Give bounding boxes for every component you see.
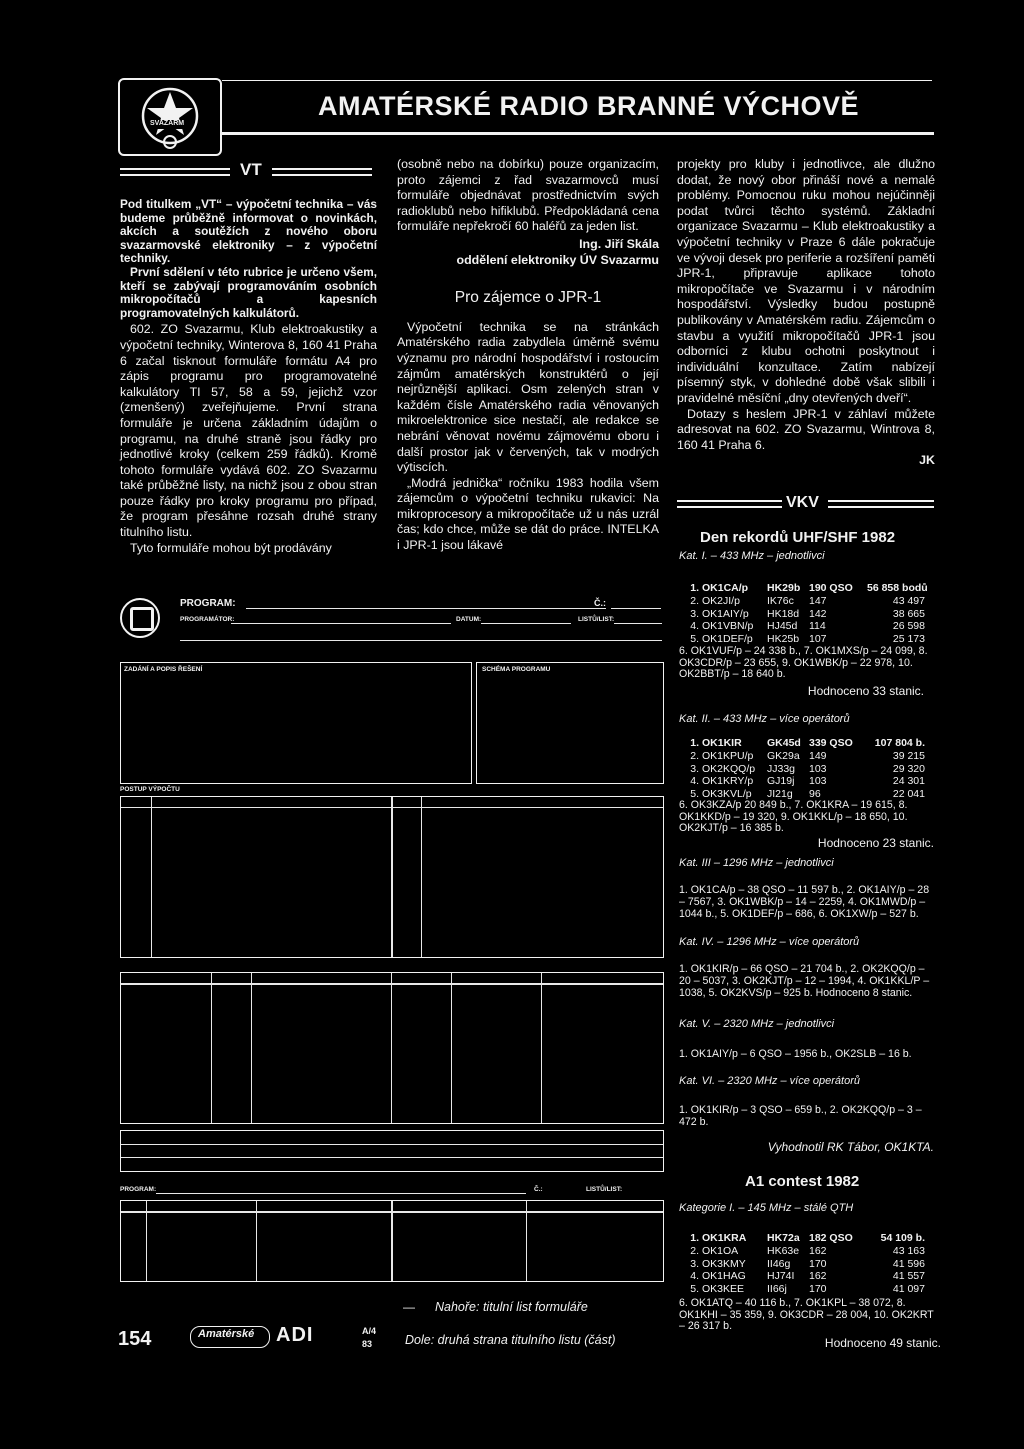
form-grid [256, 1201, 257, 1281]
jpr-column-cont [677, 157, 935, 469]
result-cell: 3. [690, 607, 699, 620]
footer-issue: A/4 [362, 1326, 377, 1336]
col2-para1: (osobně nebo na dobírku) pouze organizacím, proto zájemci z řad svazarmovců musí formuláře objednávat prostřednictvím svých radioklubů nebo hifiklubů. Předpokládaná cena formuláře nepřekročí 60 haléřů za jeden list. [397, 157, 659, 234]
result-cell: 170 [809, 1257, 827, 1270]
form-grid [121, 983, 663, 985]
vt-rule-left2 [120, 174, 230, 176]
result-cell: 170 [809, 1283, 827, 1296]
result-cell: 5. [690, 788, 699, 801]
result-cell: HK29b [767, 582, 801, 594]
result-row [677, 1258, 925, 1271]
svazarm-emblem-icon [120, 80, 220, 154]
result-row [677, 750, 925, 763]
result-cell: HJ45d [767, 620, 798, 633]
form-program-label: PROGRAM: [180, 598, 236, 609]
result-cell: 4. [690, 620, 699, 633]
result-cell: 5. [690, 633, 699, 646]
result-cell: 142 [809, 607, 827, 620]
footer-brand-mid: ADI [276, 1324, 314, 1346]
result-cell: JI21g [767, 788, 793, 801]
result-cell: 29 320 [892, 762, 925, 775]
form-grid [251, 973, 252, 1123]
form-steps-table [120, 1200, 664, 1282]
form-schema-box [476, 662, 664, 784]
result-cell: 1. [690, 1232, 699, 1244]
a1-rest: 6. OK1ATQ – 40 116 b., 7. OK1KPL – 38 072, 8. OK1KHI – 35 359, 9. OK3CDR – 28 004, 10. OK2KRT – 26 317 b. [679, 1297, 934, 1333]
vt-column [120, 198, 377, 556]
form-grid [146, 1201, 147, 1281]
logo-text: SVAZARM [150, 120, 185, 127]
vkv-cat2-rest: 6. OK3KZA/p 20 849 b., 7. OK1KRA – 19 615, 8. OK1KKD/p – 19 320, 9. OK1KKL/p – 18 650, 10. OK2KJT/p – 16 385 b. [679, 799, 908, 835]
form-listu2-label: LISTŮ/LIST: [586, 1186, 623, 1193]
form-grid [121, 1144, 663, 1145]
result-cell: OK2KQQ/p [702, 762, 756, 775]
vt-heading: VT [240, 160, 262, 179]
result-cell: OK3KVL/p [702, 788, 752, 801]
result-cell: OK1KIR [702, 737, 742, 749]
result-cell: 4. [690, 1270, 699, 1283]
vkv-cat3-text: 1. OK1CA/p – 38 QSO – 11 597 b., 2. OK1AIY/p – 28 – 7567, 3. OK1WBK/p – 14 – 2259, 4. OK1MWD/p – 1044 b., 5. OK1DEF/p – 686, 6. OK1XW/p – 527 b. [679, 884, 930, 921]
result-cell: 5. [690, 1283, 699, 1296]
a1-cat: Kategorie I. – 145 MHz – stálé QTH [679, 1202, 854, 1214]
vkv-cat1-table [677, 582, 928, 646]
result-cell: IK76c [767, 594, 794, 607]
vkv-cat5: Kat. V. – 2320 MHz – jednotlivci [679, 1018, 835, 1030]
form-cislo-label: Č.: [594, 598, 606, 608]
result-cell: 149 [809, 749, 827, 762]
result-cell: 24 301 [892, 775, 925, 788]
result-cell: 103 [809, 762, 827, 775]
form-grid [421, 797, 422, 957]
result-cell: HK25b [767, 633, 800, 646]
result-cell: 3. [690, 1257, 699, 1270]
vt-intro1: Pod titulkem „VT“ – výpočetní technika – vás budeme průběžně informovat o novinkách, akcích a soutěžích z nového oboru svazarmovské elektroniky – z výpočetní techniky. [120, 197, 377, 266]
vt-rule-right [272, 168, 372, 170]
result-cell: 107 804 b. [874, 737, 925, 749]
vkv-evaluator: Vyhodnotil RK Tábor, OK1KTA. [767, 1140, 934, 1154]
form-line [180, 640, 662, 641]
result-cell: 4. [690, 775, 699, 788]
a1-title: A1 contest 1982 [745, 1173, 860, 1190]
vkv-heading: VKV [786, 494, 819, 511]
form-listu-label: LISTŮ/LIST: [578, 616, 615, 623]
result-cell: 339 QSO [809, 737, 853, 749]
col2-signature-name: Ing. Jiří Skála [579, 236, 659, 251]
form-program2-label: PROGRAM: [120, 1186, 157, 1193]
vkv-cat1-eval: Hodnoceno 33 stanic. [807, 684, 924, 698]
result-cell: 1. [690, 582, 699, 594]
result-cell: OK2JI/p [702, 594, 740, 607]
svazarm-logo [118, 78, 222, 156]
col2-signature-dept: oddělení elektroniky ÚV Svazarmu [456, 252, 659, 267]
result-cell: HK72a [767, 1232, 800, 1244]
vt-body2: Tyto formuláře mohou být prodávány [130, 540, 332, 555]
form-grid [391, 797, 393, 957]
vt-rule-right2 [272, 174, 372, 176]
result-cell: 162 [809, 1244, 827, 1257]
vkv-rule-right [828, 500, 934, 502]
jpr-heading: Pro zájemce o JPR-1 [454, 289, 602, 307]
form-grid [451, 973, 452, 1123]
result-cell: JJ33g [767, 762, 796, 775]
col3-para1: projekty pro kluby i jednotlivce, ale dlužno dodat, že nový obor přináší nové a nemalé problémy. Pomocnou ruku mohou nejúčinněji podat tvůrci těchto systémů. Základní organizace Svazarmu – Klub elektroakustiky a výpočetní techniky v Praze 6 dále pokračuje ve vývoji desek pro periferie a rozšíření paměti JPR-1, připravuje aplikace tohoto mikropočítače ve Svazarmu i v národním hospodářství. Výsledky budou postupně publikovány v Amatérském radiu. Zájemcům o stavbu a využití mikropočítačů JPR-1 jsou odborníci z klubu ochotni poskytnout i individuální konzultace. Zatím nabízejí písemný styk, v dohledné době však slibili i pravidelné měsíční „dny otevřených dveří“. [677, 157, 935, 405]
form-logo-icon [120, 598, 160, 638]
result-cell: 107 [809, 633, 827, 646]
vkv-rule-left2 [677, 506, 782, 508]
form-cislo2-label: Č.: [534, 1186, 543, 1193]
result-cell: OK1OA [702, 1244, 739, 1257]
result-cell: 182 QSO [809, 1232, 853, 1244]
result-cell: GK45d [767, 737, 801, 749]
result-cell: OK3KEE [702, 1283, 745, 1296]
form-schema-label: SCHÉMA PROGRAMU [482, 666, 551, 673]
result-row [677, 1232, 925, 1245]
result-cell: GK29a [767, 749, 800, 762]
result-cell: 39 215 [892, 749, 925, 762]
vkv-cat1-rest: 6. OK1VUF/p – 24 338 b., 7. OK1MXS/p – 24 099, 8. OK3CDR/p – 23 655, 9. OK1WBK/p – 22 978, 10. OK2BBT/p – 18 640 b. [679, 645, 928, 681]
page-number: 154 [118, 1328, 152, 1350]
result-cell: OK1KRY/p [702, 775, 754, 788]
footer-year: 83 [362, 1339, 373, 1349]
result-cell: 96 [809, 788, 821, 801]
result-cell: 162 [809, 1270, 827, 1283]
result-cell: HK18d [767, 607, 800, 620]
vkv-cat2: Kat. II. – 433 MHz – více operátorů [679, 713, 850, 725]
form-image [116, 590, 666, 1290]
result-cell: 2. [690, 1244, 699, 1257]
jpr-column [397, 157, 659, 554]
vkv-rule-right2 [828, 506, 934, 508]
result-cell: 2. [690, 594, 699, 607]
form-grid [541, 973, 542, 1123]
form-grid [151, 797, 152, 957]
form-grid [121, 1157, 663, 1158]
header-rule-top [222, 80, 932, 81]
vkv-cat6: Kat. VI. – 2320 MHz – více operátorů [679, 1075, 860, 1087]
form-grid [526, 1201, 527, 1281]
form-zadani-box [120, 662, 472, 784]
result-cell: 56 858 bodů [867, 582, 928, 594]
result-cell: 103 [809, 775, 827, 788]
vkv-cat1: Kat. I. – 433 MHz – jednotlivci [679, 550, 825, 562]
caption-dash: — [403, 1300, 415, 1314]
vkv-title: Den rekordů UHF/SHF 1982 [700, 529, 896, 546]
footer-brand-left-text: Amatérské [198, 1328, 255, 1340]
result-cell: 25 173 [892, 633, 925, 646]
form-line [246, 608, 606, 609]
result-cell: OK1AIY/p [702, 607, 749, 620]
vkv-cat2-eval: Hodnoceno 23 stanic. [817, 836, 934, 850]
result-cell: HJ74I [767, 1270, 795, 1283]
vkv-cat5-text: 1. OK1AIY/p – 6 QSO – 1956 b., OK2SLB – 16 b. [679, 1048, 912, 1060]
vt-intro2: První sdělení v této rubrice je určeno všem, kteří se zabývají programováním osobních mikropočítačů a kapesních programovatelných kalkulátorů. [120, 264, 377, 320]
col2-para3: „Modrá jednička“ ročníku 1983 hodila všem zájemcům o výpočetní techniku rukavici: Na mikroprocesory a mikropočítače už u nás uzrál čas; kdo chce, může se dát do práce. INTELKA i JPR-1 jsou lákavé [397, 475, 659, 553]
result-row [677, 737, 925, 750]
result-cell: OK1DEF/p [702, 633, 753, 646]
form-line [231, 623, 451, 624]
col3-para2: Dotazy s heslem JPR-1 v záhlaví můžete adresovat na 602. ZO Svazarmu, Wintrova 8, 160 41 Praha 6. [677, 406, 935, 452]
result-cell: 43 497 [892, 594, 925, 607]
result-row [677, 608, 925, 621]
result-cell: 190 QSO [809, 582, 853, 594]
result-row [677, 763, 925, 776]
form-grid [211, 973, 212, 1123]
form-grid [391, 1201, 393, 1281]
result-cell: HK63e [767, 1244, 800, 1257]
form-line [611, 608, 661, 609]
vkv-cat3: Kat. III – 1296 MHz – jednotlivci [679, 857, 834, 869]
result-cell: 54 109 b. [880, 1232, 925, 1244]
form-line [481, 623, 571, 624]
result-cell: GJ19j [767, 775, 795, 788]
form-programator-label: PROGRAMÁTOR: [180, 616, 235, 623]
result-cell: 22 041 [892, 788, 925, 801]
col2-para2: Výpočetní technika se na stránkách Amatérského radia zabydlela úměrně svému významu pro národní hospodářství i rostoucím zájmům amatérských konstruktérů o její nejrůznější aplikaci. Osm zelených stran v každém čísle Amatérského radia věnovaných mikroelektronice sice nestačí, ale redakce se nebrání věnovat novému zájmovému oboru i další prostor jak v červených, tak v modrých výtiscích. [397, 319, 659, 475]
vt-body1: 602. ZO Svazarmu, Klub elektroakustiky a výpočetní techniky, Winterova 8, 160 41 Praha 6 začal tisknout formuláře formátu A4 pro zápis programu pro programovatelné kalkulátory TI 57, 58 a 59, jejichž vzor (zmenšený) zveřejňujeme. První strana formuláře je určena základním údajům o programu, na druhé straně jsou řádky pro jednotlivé kroky (celkem 259 řádků). Kromě tohoto formuláře vydává 602. ZO Svazarmu také průběžné listy, na nichž jsou z obou stran pouze řádky pro kroky programu pro případ, že program přesáhne rozsah druhé strany titulního listu. [120, 322, 377, 540]
result-cell: 147 [809, 594, 827, 607]
result-cell: 41 557 [892, 1270, 925, 1283]
vkv-rule-left [677, 500, 782, 502]
form-datum-label: DATUM: [456, 616, 482, 623]
a1-eval: Hodnoceno 49 stanic. [824, 1336, 941, 1350]
result-cell: 41 596 [892, 1257, 925, 1270]
form-keycode-strip [120, 1130, 664, 1172]
caption-top: Nahoře: titulní list formuláře [435, 1300, 588, 1314]
result-cell: OK1HAG [702, 1270, 746, 1283]
form-postup-table [120, 796, 664, 958]
result-cell: OK1KPU/p [702, 749, 754, 762]
form-line [156, 1193, 526, 1194]
result-cell: II66j [767, 1283, 787, 1296]
result-row [677, 595, 925, 608]
page-title: AMATÉRSKÉ RADIO BRANNÉ VÝCHOVĚ [318, 91, 860, 121]
result-cell: 3. [690, 762, 699, 775]
vkv-cat2-table [677, 737, 925, 801]
result-row [677, 1283, 925, 1296]
result-row [677, 1245, 925, 1258]
result-cell: 1. [690, 737, 699, 749]
vkv-cat4: Kat. IV. – 1296 MHz – více operátorů [679, 936, 860, 948]
result-cell: OK1KRA [702, 1232, 747, 1244]
result-cell: II46g [767, 1257, 791, 1270]
result-cell: 41 097 [892, 1283, 925, 1296]
result-row [677, 1270, 925, 1283]
header-rule-bottom [222, 132, 934, 135]
caption-bottom: Dole: druhá strana titulního listu (část) [405, 1333, 616, 1347]
result-cell: 2. [690, 749, 699, 762]
a1-table [677, 1232, 925, 1296]
vkv-cat6-text: 1. OK1KIR/p – 3 QSO – 659 b., 2. OK2KQQ/p – 3 – 472 b. [679, 1104, 922, 1129]
footer-brand [190, 1326, 358, 1348]
result-cell: 43 163 [892, 1244, 925, 1257]
result-cell: 38 665 [892, 607, 925, 620]
form-zadani-label: ZADÁNÍ A POPIS ŘEŠENÍ [124, 666, 203, 673]
result-cell: 26 598 [892, 620, 925, 633]
result-cell: OK1CA/p [702, 582, 749, 594]
form-line [614, 623, 662, 624]
result-row [677, 775, 925, 788]
form-key-table [120, 972, 664, 1124]
col3-sign: JK [919, 453, 935, 468]
form-postup-label: POSTUP VÝPOČTU [120, 786, 180, 793]
result-cell: OK1VBN/p [702, 620, 754, 633]
result-row [677, 620, 925, 633]
vt-rule-left [120, 168, 230, 170]
result-cell: OK3KMY [702, 1257, 746, 1270]
form-grid [391, 973, 392, 1123]
result-cell: 114 [809, 620, 826, 633]
vkv-cat4-text: 1. OK1KIR/p – 66 QSO – 21 704 b., 2. OK2KQQ/p – 20 – 5037, 3. OK2KJT/p – 12 – 1994, 4. OK1KKL/P – 1038, 5. OK2KVS/p – 925 b. Hodnoceno 8 stanic. [679, 963, 930, 1000]
result-row [677, 582, 928, 595]
